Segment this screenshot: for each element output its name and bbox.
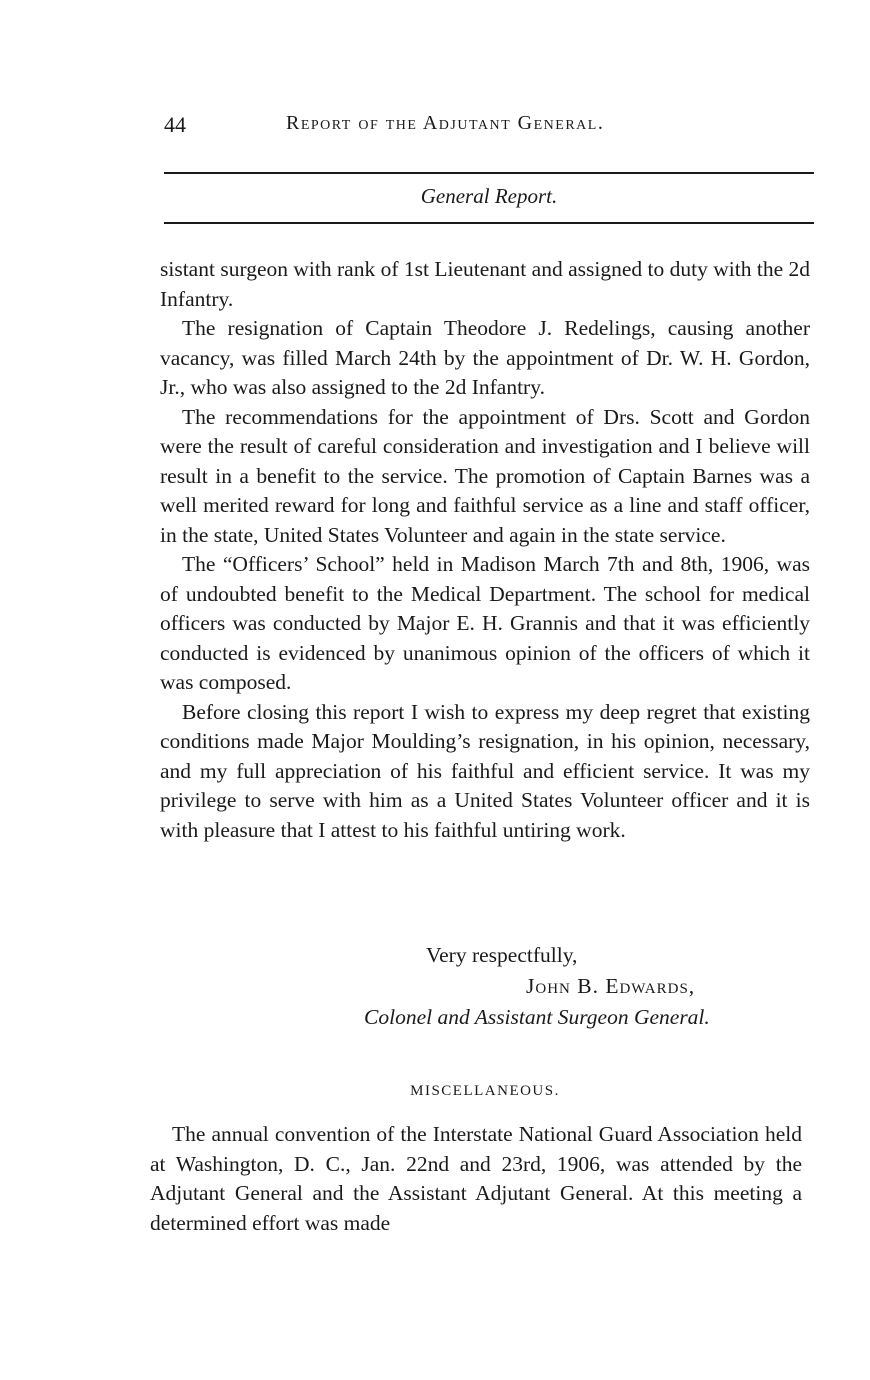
miscellaneous-section (150, 1120, 802, 1238)
header-bottom-rule (164, 222, 814, 224)
report-body (160, 255, 810, 845)
section-subtitle: General Report. (420, 184, 558, 208)
running-title: Report of the Adjutant General. (286, 112, 605, 134)
miscellaneous-heading: MISCELLANEOUS. (410, 1083, 560, 1099)
closing-salutation: Very respectfully, (426, 943, 578, 967)
body-paragraph: Before closing this report I wish to express my deep regret that existing conditions made Major Moulding’s resignation, in his opinion, necessary, and my full appreciation of his faithful and efficient service. It was my privilege to serve with him as a United States Volunteer officer and it is with pleasure that I attest to his faithful untiring work. (160, 699, 810, 842)
body-paragraph: The resignation of Captain Theodore J. Redelings, causing another vacancy, was filled March 24th by the appointment of Dr. W. H. Gordon, Jr., who was also assigned to the 2d Infantry. (160, 316, 810, 399)
header-top-rule (164, 172, 814, 174)
letter-closing (160, 940, 810, 1033)
signer-title: Colonel and Assistant Surgeon General. (364, 1005, 710, 1029)
body-paragraph: The “Officers’ School” held in Madison March 7th and 8th, 1906, was of undoubted benefit to the Medical Department. The school for medical officers was conducted by Major E. H. Grannis and that it was efficiently conducted is evidenced by unanimous opinion of the officers of which it was composed. (160, 552, 810, 694)
page-header (164, 112, 814, 142)
page-number: 44 (164, 112, 186, 137)
signer-name: John B. Edwards, (526, 974, 696, 998)
miscellaneous-paragraph: The annual convention of the Interstate National Guard Association held at Washington, D. C., Jan. 22nd and 23rd, 1906, was attended by the Adjutant General and the Assistant Adjutant General. At this meeting a determined effort was made (150, 1122, 802, 1235)
body-paragraph: sistant surgeon with rank of 1st Lieutenant and assigned to duty with the 2d Infantry. (160, 257, 810, 311)
body-paragraph: The recommendations for the appointment of Drs. Scott and Gordon were the result of careful consideration and investigation and I believe will result in a benefit to the service. The promotion of Captain Barnes was a well merited reward for long and faithful service as a line and staff officer, in the state, United States Volunteer and again in the state service. (160, 404, 810, 547)
